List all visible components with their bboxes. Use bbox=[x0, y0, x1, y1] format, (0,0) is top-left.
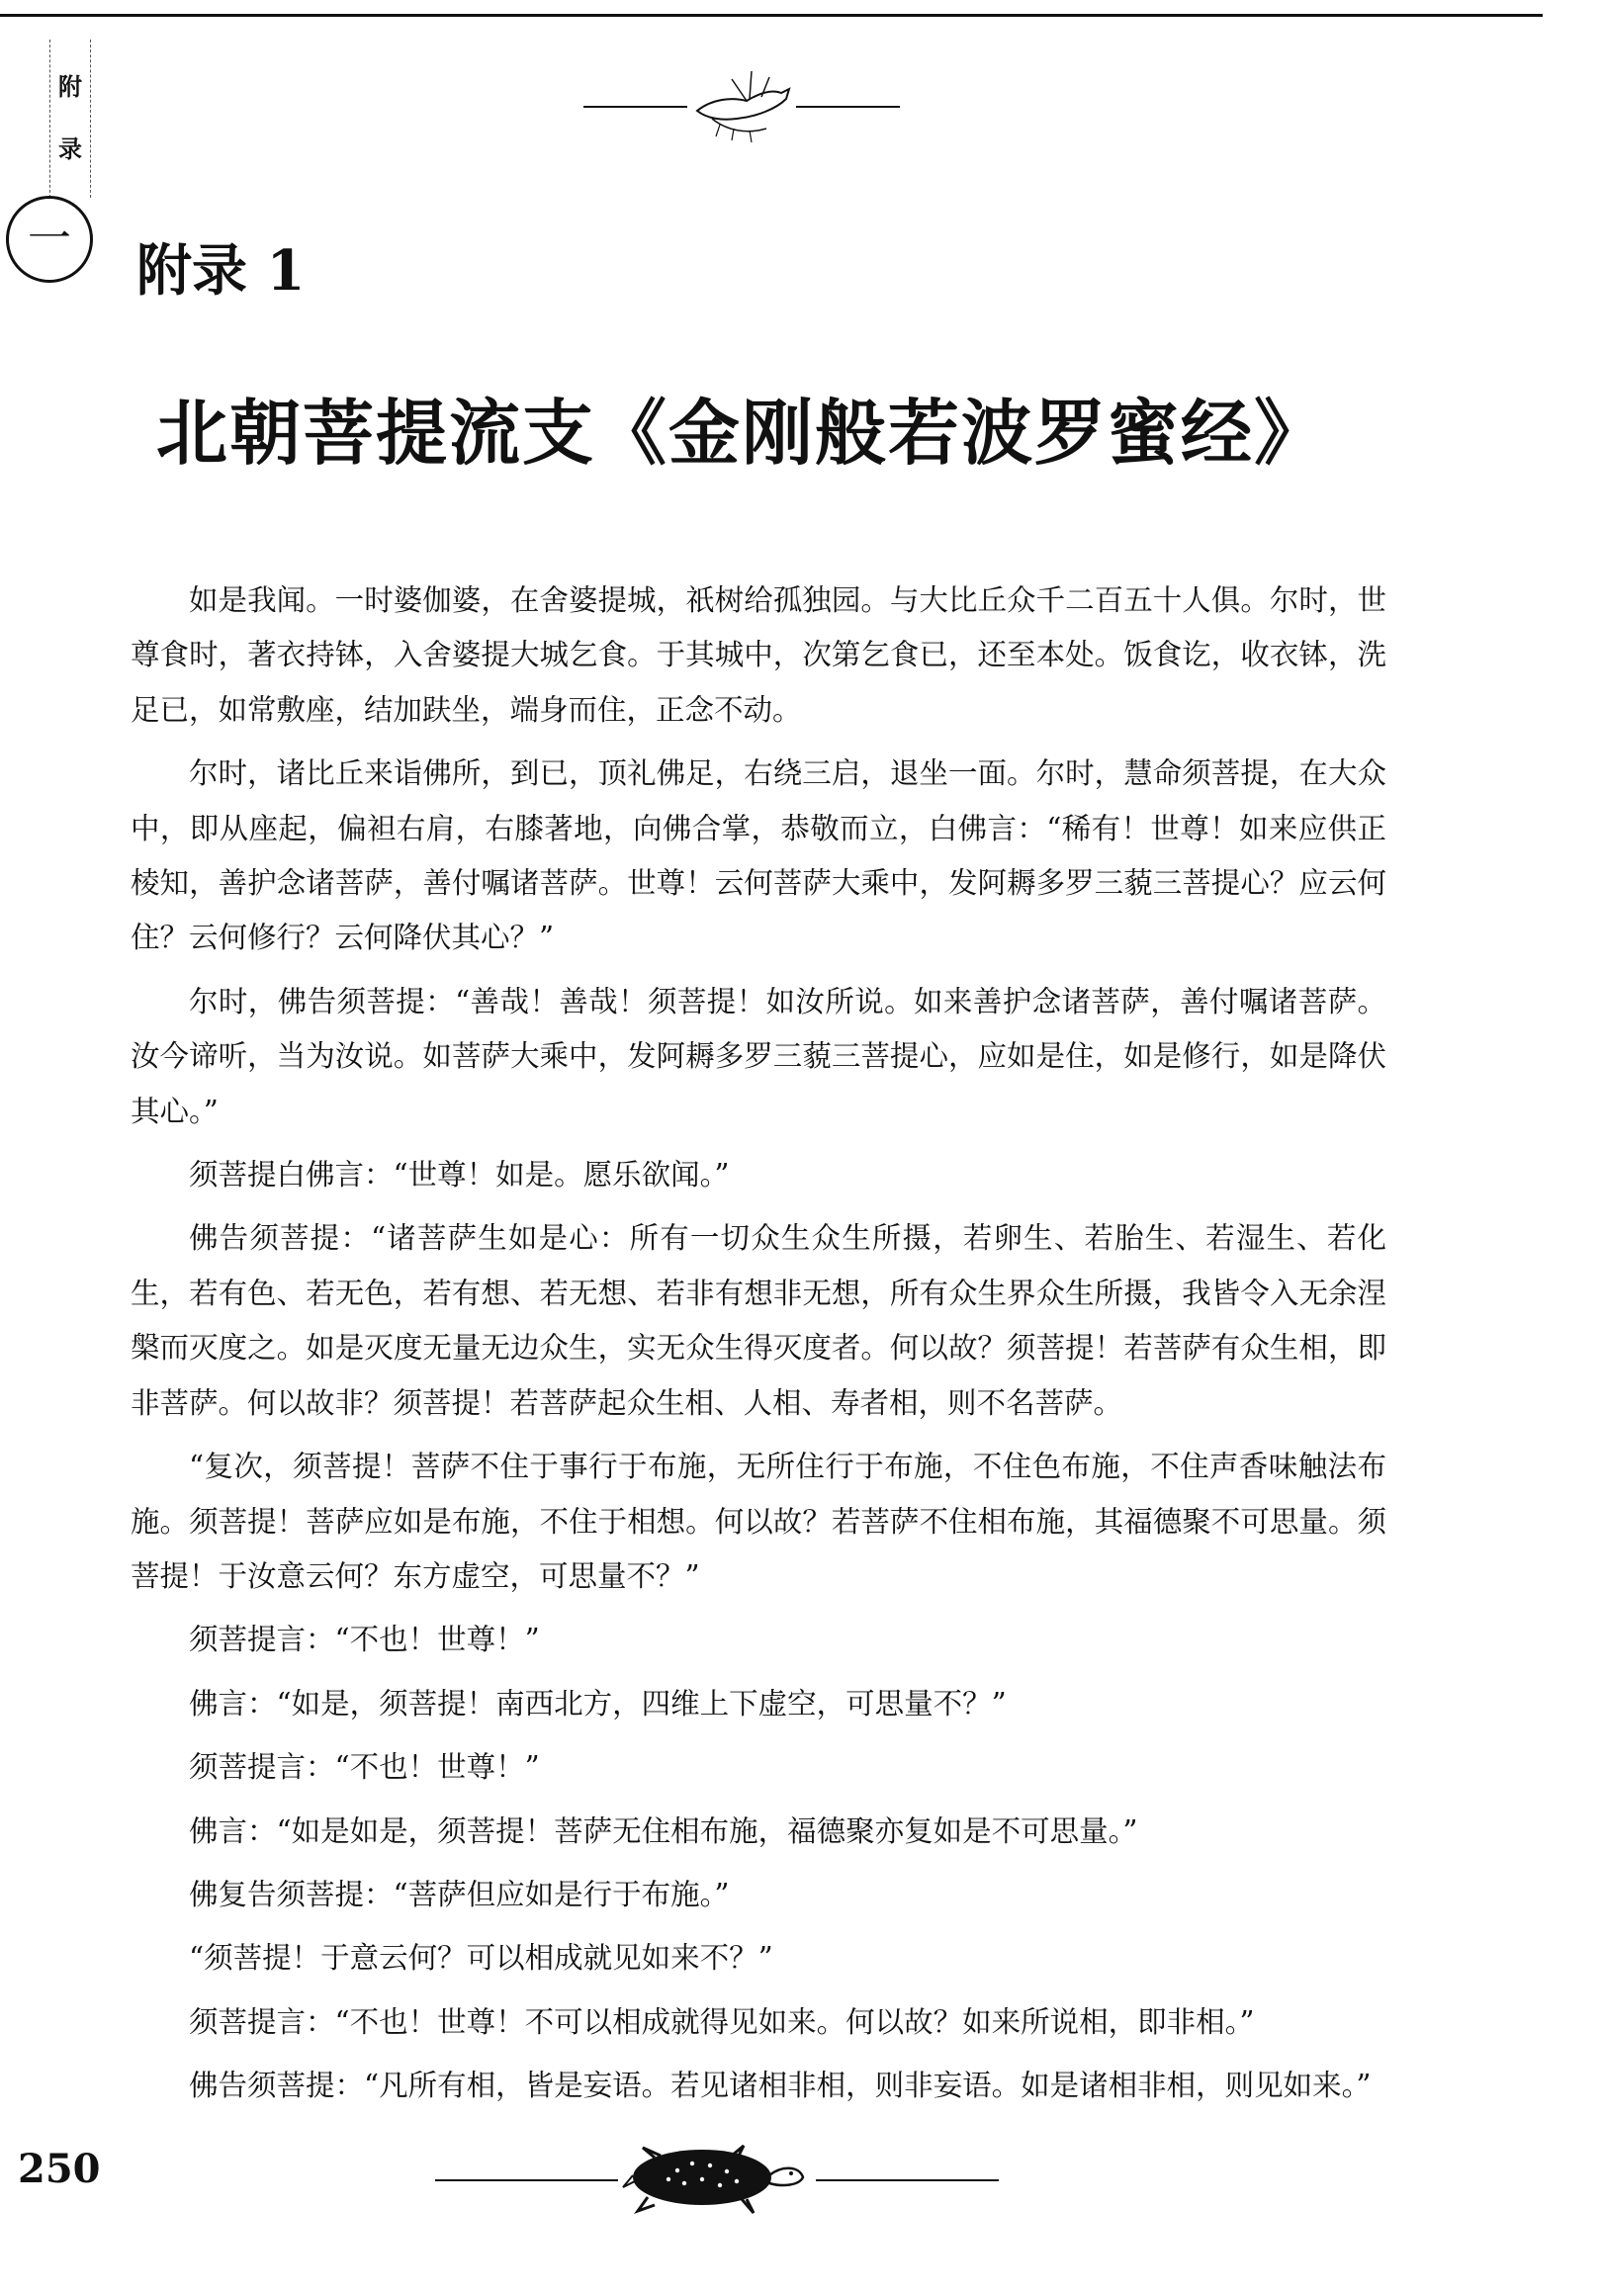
paragraph: 须菩提白佛言：“世尊！如是。愿乐欲闻。” bbox=[189, 1158, 730, 1192]
chapter-marker: 一 bbox=[6, 196, 93, 283]
paragraph: 佛复告须菩提：“菩萨但应如是行于布施。” bbox=[189, 1877, 730, 1911]
turtle-icon bbox=[435, 2136, 999, 2225]
paragraph: 佛言：“如是，须菩提！南西北方，四维上下虚空，可思量不？” bbox=[189, 1686, 1007, 1721]
paragraph: 须菩提言：“不也！世尊！” bbox=[189, 1750, 540, 1785]
hand-holding-flower-icon bbox=[583, 49, 900, 148]
paragraph: 佛言：“如是如是，须菩提！菩萨无住相布施，福德聚亦复如是不可思量。” bbox=[189, 1813, 1138, 1848]
side-tab bbox=[49, 40, 91, 198]
paragraph: 如是我闻。一时婆伽婆，在舍婆提城，祇树给孤独园。与大比丘众千二百五十人俱。尔时，世尊食时，著衣持钵，入舍婆提大城乞食。于其城中，次第乞食已，还至本处。饭食讫，收衣钵，洗足已，如常敷座，结加趺坐，端身而住，正念不动。 bbox=[131, 583, 1386, 727]
paragraph: 须菩提言：“不也！世尊！” bbox=[189, 1623, 540, 1657]
side-tab-char: 录 bbox=[58, 135, 82, 163]
body-text bbox=[131, 574, 1386, 2123]
paragraph: 尔时，佛告须菩提：“善哉！善哉！须菩提！如汝所说。如来善护念诸菩萨，善付嘱诸菩萨。汝今谛听，当为汝说。如菩萨大乘中，发阿耨多罗三藐三菩提心，应如是住，如是修行，如是降伏其心。” bbox=[131, 984, 1386, 1128]
appendix-label: 附录 1 bbox=[136, 238, 306, 304]
paragraph: 须菩提言：“不也！世尊！不可以相成就得见如来。何以故？如来所说相，即非相。” bbox=[189, 2004, 1255, 2039]
paragraph: 佛告须菩提：“诸菩萨生如是心：所有一切众生众生所摄，若卵生、若胎生、若湿生、若化生，若有色、若无色，若有想、若无想、若非有想非无想，所有众生界众生所摄，我皆令入无余涅槃而灭度之。如是灭度无量无边众生，实无众生得灭度者。何以故？须菩提！若菩萨有众生相，即非菩萨。何以故非？须菩提！若菩萨起众生相、人相、寿者相，则不名菩萨。 bbox=[131, 1221, 1386, 1420]
side-tab-char: 附 bbox=[58, 73, 82, 101]
page-title: 北朝菩提流支《金刚般若波罗蜜经》 bbox=[155, 392, 1327, 475]
top-rule bbox=[0, 14, 1543, 17]
paragraph: “复次，须菩提！菩萨不住于事行于布施，无所住行于布施，不住色布施，不住声香味触法布施。须菩提！菩萨应如是布施，不住于相想。何以故？若菩萨不住相布施，其福德聚不可思量。须菩提！于汝意云何？东方虚空，可思量不？” bbox=[131, 1450, 1386, 1593]
paragraph: 尔时，诸比丘来诣佛所，到已，顶礼佛足，右绕三启，退坐一面。尔时，慧命须菩提，在大众中，即从座起，偏袒右肩，右膝著地，向佛合掌，恭敬而立，白佛言：“稀有！世尊！如来应供正棱知，善护念诸菩萨，善付嘱诸菩萨。世尊！云何菩萨大乘中，发阿耨多罗三藐三菩提心？应云何住？云何修行？云何降伏其心？” bbox=[131, 756, 1386, 955]
page-number: 250 bbox=[18, 2146, 101, 2192]
paragraph: “须菩提！于意云何？可以相成就见如来不？” bbox=[189, 1941, 773, 1976]
paragraph: 佛告须菩提：“凡所有相，皆是妄语。若见诸相非相，则非妄语。如是诸相非相，则见如来。” bbox=[189, 2069, 1372, 2103]
